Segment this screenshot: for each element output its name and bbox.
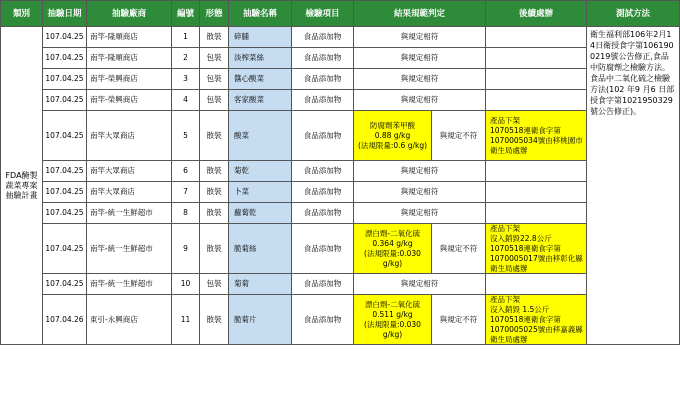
vendor-cell: 南竿-隆順商店 (87, 48, 172, 69)
followup-cell (486, 69, 587, 90)
header-item: 檢驗項目 (292, 0, 354, 27)
text-line: 1070005025號由移嘉義縣 (490, 324, 583, 334)
date-cell: 107.04.25 (43, 69, 87, 90)
vendor-cell: 南竿-統一生鮮超市 (87, 224, 172, 274)
number-cell: 2 (172, 48, 200, 69)
product-cell: 淡榨菜絲 (229, 48, 292, 69)
form-cell: 包裝 (200, 274, 229, 295)
date-cell: 107.04.26 (43, 295, 87, 345)
header-date: 抽驗日期 (43, 0, 87, 27)
followup-cell (486, 111, 587, 161)
followup-cell (486, 48, 587, 69)
followup-cell (486, 182, 587, 203)
product-cell: 菊菊 (229, 274, 292, 295)
item-cell: 食品添加物 (292, 182, 354, 203)
vendor-cell: 南竿大眾商店 (87, 161, 172, 182)
product-cell: 酸菜 (229, 111, 292, 161)
followup-cell (486, 161, 587, 182)
date-cell: 107.04.25 (43, 274, 87, 295)
text-line: 衛生局處辦 (490, 145, 528, 155)
text-line: 沒入銷毀22.8公斤 (490, 233, 552, 243)
text-line: 1070005017號由移彰化縣 (490, 253, 583, 263)
text-line: 0.364 g/kg (372, 238, 413, 248)
form-cell: 散裝 (200, 182, 229, 203)
date-cell: 107.04.25 (43, 111, 87, 161)
date-cell: 107.04.25 (43, 161, 87, 182)
verdict-cell: 與規定不符 (432, 295, 486, 345)
form-cell: 散裝 (200, 224, 229, 274)
item-cell: 食品添加物 (292, 203, 354, 224)
item-cell: 食品添加物 (292, 27, 354, 48)
result-value-cell (354, 295, 432, 345)
text-line: 衛生局處辦 (490, 334, 528, 344)
item-cell: 食品添加物 (292, 90, 354, 111)
item-cell: 食品添加物 (292, 224, 354, 274)
text-line: 產品下架 (490, 224, 520, 233)
verdict-cell: 與規定相符 (354, 27, 486, 48)
text-line: 0.511 g/kg (372, 309, 413, 319)
vendor-cell: 東引-永興商店 (87, 295, 172, 345)
verdict-cell: 與規定不符 (432, 224, 486, 274)
product-cell: 卜菜 (229, 182, 292, 203)
followup-cell (486, 295, 587, 345)
verdict-cell: 與規定相符 (354, 69, 486, 90)
text-line: 1070518連衛食字第 (490, 243, 561, 253)
text-line: 漂白劑-二氧化硫 (364, 299, 421, 309)
item-cell: 食品添加物 (292, 69, 354, 90)
form-cell: 包裝 (200, 90, 229, 111)
date-cell: 107.04.25 (43, 90, 87, 111)
verdict-cell: 與規定相符 (354, 203, 486, 224)
verdict-cell: 與規定相符 (354, 182, 486, 203)
vendor-cell: 南竿大眾商店 (87, 111, 172, 161)
number-cell: 11 (172, 295, 200, 345)
form-cell: 包裝 (200, 48, 229, 69)
number-cell: 1 (172, 27, 200, 48)
text-line: (法規限量:0.6 g/kg) (357, 140, 428, 150)
number-cell: 10 (172, 274, 200, 295)
text-line: 衛生局處辦 (490, 263, 528, 273)
header-vendor: 抽驗廠商 (87, 0, 172, 27)
form-cell: 散裝 (200, 295, 229, 345)
date-cell: 107.04.25 (43, 48, 87, 69)
form-cell: 散裝 (200, 27, 229, 48)
text-line: 1070005034號由移桃園市 (490, 135, 583, 145)
verdict-cell: 與規定相符 (354, 161, 486, 182)
item-cell: 食品添加物 (292, 48, 354, 69)
number-cell: 3 (172, 69, 200, 90)
text-line: 1070518連衛食字第 (490, 314, 561, 324)
header-product: 抽驗名稱 (229, 0, 292, 27)
method-cell: 衛生福利部106年2月14日衛授食字第1061900219號公告修正,食品中防腐劑之檢驗方法。食品中二氧化硫之檢驗方法(102 年9 月6 日部授食字第1021950329 號公告修正)。 (587, 27, 680, 345)
item-cell: 食品添加物 (292, 161, 354, 182)
date-cell: 107.04.25 (43, 224, 87, 274)
date-cell: 107.04.25 (43, 182, 87, 203)
text-line: 沒入銷毀 1.5公斤 (490, 304, 550, 314)
followup-cell (486, 90, 587, 111)
product-cell: 脆菊絲 (229, 224, 292, 274)
product-cell: 客家酸菜 (229, 90, 292, 111)
text-line: 0.88 g/kg (374, 130, 411, 140)
header-number: 編號 (172, 0, 200, 27)
vendor-cell: 南竿-榮興商店 (87, 90, 172, 111)
text-line: 產品下架 (490, 295, 520, 304)
item-cell: 食品添加物 (292, 111, 354, 161)
vendor-cell: 南竿大眾商店 (87, 182, 172, 203)
form-cell: 散裝 (200, 161, 229, 182)
product-cell: 脆菊片 (229, 295, 292, 345)
product-cell: 蘿蔔乾 (229, 203, 292, 224)
result-value-cell (354, 111, 432, 161)
form-cell: 散裝 (200, 111, 229, 161)
followup-cell (486, 224, 587, 274)
category-cell: FDA醃製蔬菜專案抽驗計畫 (0, 27, 43, 345)
number-cell: 4 (172, 90, 200, 111)
followup-cell (486, 274, 587, 295)
item-cell: 食品添加物 (292, 274, 354, 295)
verdict-cell: 與規定相符 (354, 48, 486, 69)
product-cell: 碎脯 (229, 27, 292, 48)
text-line: (法規限量:0.030 g/kg) (364, 319, 421, 339)
item-cell: 食品添加物 (292, 295, 354, 345)
number-cell: 5 (172, 111, 200, 161)
verdict-cell: 與規定相符 (354, 90, 486, 111)
date-cell: 107.04.25 (43, 27, 87, 48)
number-cell: 8 (172, 203, 200, 224)
text-line: 防腐劑苯甲酸 (370, 120, 415, 130)
vendor-cell: 南竿-隆順商店 (87, 27, 172, 48)
number-cell: 9 (172, 224, 200, 274)
text-line: (法規限量:0.030 g/kg) (364, 248, 421, 268)
vendor-cell: 南竿-統一生鮮超市 (87, 274, 172, 295)
text-line: 1070518連衛食字第 (490, 125, 561, 135)
verdict-cell: 與規定相符 (354, 274, 486, 295)
vendor-cell: 南竿-榮興商店 (87, 69, 172, 90)
result-value-cell (354, 224, 432, 274)
form-cell: 包裝 (200, 69, 229, 90)
date-cell: 107.04.25 (43, 203, 87, 224)
text-line: 產品下架 (490, 115, 520, 125)
number-cell: 6 (172, 161, 200, 182)
product-cell: 菊乾 (229, 161, 292, 182)
header-method: 測試方法 (587, 0, 680, 27)
header-form: 形態 (200, 0, 229, 27)
header-result: 結果規範判定 (354, 0, 486, 27)
vendor-cell: 南竿-統一生鮮超市 (87, 203, 172, 224)
product-cell: 醬心酸菜 (229, 69, 292, 90)
followup-cell (486, 27, 587, 48)
number-cell: 7 (172, 182, 200, 203)
followup-cell (486, 203, 587, 224)
text-line: 漂白劑-二氧化硫 (364, 228, 421, 238)
header-category: 類別 (0, 0, 43, 27)
form-cell: 散裝 (200, 203, 229, 224)
header-followup: 後續處辦 (486, 0, 587, 27)
verdict-cell: 與規定不符 (432, 111, 486, 161)
